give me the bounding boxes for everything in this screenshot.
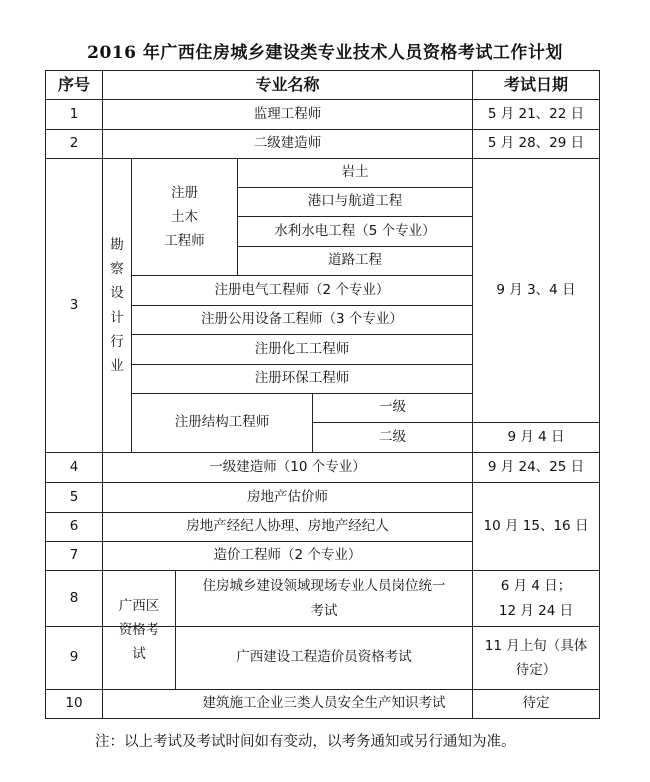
row-2-name: 二级建造师	[253, 135, 322, 152]
row-8-date	[473, 571, 599, 626]
row-8-name-line: 考试	[310, 602, 338, 619]
row-3-index: 3	[69, 296, 79, 313]
group-char: 计	[110, 309, 124, 326]
electrical-engineer: 注册电气工程师（2 个专业）	[214, 281, 390, 298]
group-char: 业	[110, 358, 124, 375]
group-char: 察	[110, 260, 124, 277]
environmental-engineer: 注册环保工程师	[254, 370, 350, 387]
row-1-index: 1	[69, 105, 79, 122]
civil-line: 工程师	[164, 233, 205, 250]
structural-engineer: 注册结构工程师	[174, 414, 270, 431]
row-8-name-line: 住房城乡建设领域现场专业人员岗位统一	[202, 578, 446, 595]
row-1-date: 5 月 21、22 日	[487, 105, 585, 122]
row-8-index: 8	[69, 589, 79, 606]
civil-line: 注册	[171, 184, 198, 201]
civil-sub-geotech: 岩土	[341, 164, 369, 181]
row-9-name: 广西建设工程造价员资格考试	[236, 649, 412, 666]
civil-sub-port: 港口与航道工程	[307, 193, 403, 210]
row-10-index: 10	[65, 695, 83, 712]
header-name: 专业名称	[255, 75, 320, 94]
row-8-date-line: 12 月 24 日	[498, 602, 574, 619]
row-5-index: 5	[69, 488, 79, 505]
row-3-date-level-2: 9 月 4 日	[507, 428, 565, 445]
row-10-name: 建筑施工企业三类人员安全生产知识考试	[202, 695, 446, 712]
row-8-date-line: 6 月 4 日；	[500, 578, 572, 595]
row-4-name: 一级建造师（10 个专业）	[209, 458, 366, 475]
row-6-name: 房地产经纪人协理、房地产经纪人	[186, 518, 389, 535]
row-9-date-line: 11 月上旬（具体	[484, 637, 588, 654]
row-2-date: 5 月 28、29 日	[487, 135, 585, 152]
footnote: 注：以上考试及考试时间如有变动，以考务通知或另行通知为准。	[95, 734, 516, 750]
region-line: 试	[132, 646, 146, 663]
group-char: 设	[110, 285, 124, 302]
group-char: 行	[110, 333, 124, 350]
row-6-index: 6	[69, 518, 79, 535]
row-2-index: 2	[69, 135, 79, 152]
row-9-index: 9	[69, 649, 79, 666]
civil-engineer-label	[132, 159, 237, 275]
row-5-name: 房地产估价师	[247, 488, 328, 505]
row-7-name: 造价工程师（2 个专业）	[213, 547, 362, 564]
row-7-index: 7	[69, 547, 79, 564]
group-char: 勘	[110, 236, 124, 253]
rows-5-7-date: 10 月 15、16 日	[483, 517, 589, 534]
chemical-engineer: 注册化工工程师	[254, 340, 350, 357]
region-exam-label	[103, 571, 175, 689]
header-index: 序号	[57, 75, 90, 94]
row-8-name	[176, 571, 472, 626]
row-10-date: 待定	[522, 695, 550, 712]
row-4-date: 9 月 24、25 日	[487, 458, 585, 475]
row-3-group-label	[103, 159, 131, 452]
row-9-date	[473, 627, 599, 689]
row-4-index: 4	[69, 458, 79, 475]
structural-level-1: 一级	[379, 399, 406, 416]
page-title: 2016 年广西住房城乡建设类专业技术人员资格考试工作计划	[87, 43, 563, 63]
region-line: 广西区	[118, 597, 160, 614]
utility-engineer: 注册公用设备工程师（3 个专业）	[201, 311, 403, 328]
structural-level-2: 二级	[379, 428, 406, 445]
row-1-name: 监理工程师	[253, 105, 322, 122]
civil-sub-hydro: 水利水电工程（5 个专业）	[274, 222, 436, 239]
header-date: 考试日期	[503, 75, 568, 94]
row-3-date: 9 月 3、4 日	[496, 281, 576, 298]
row-9-date-line: 待定）	[515, 662, 557, 678]
civil-line: 土木	[171, 208, 198, 225]
civil-sub-road: 道路工程	[328, 252, 382, 269]
region-line: 资格考	[118, 621, 160, 638]
